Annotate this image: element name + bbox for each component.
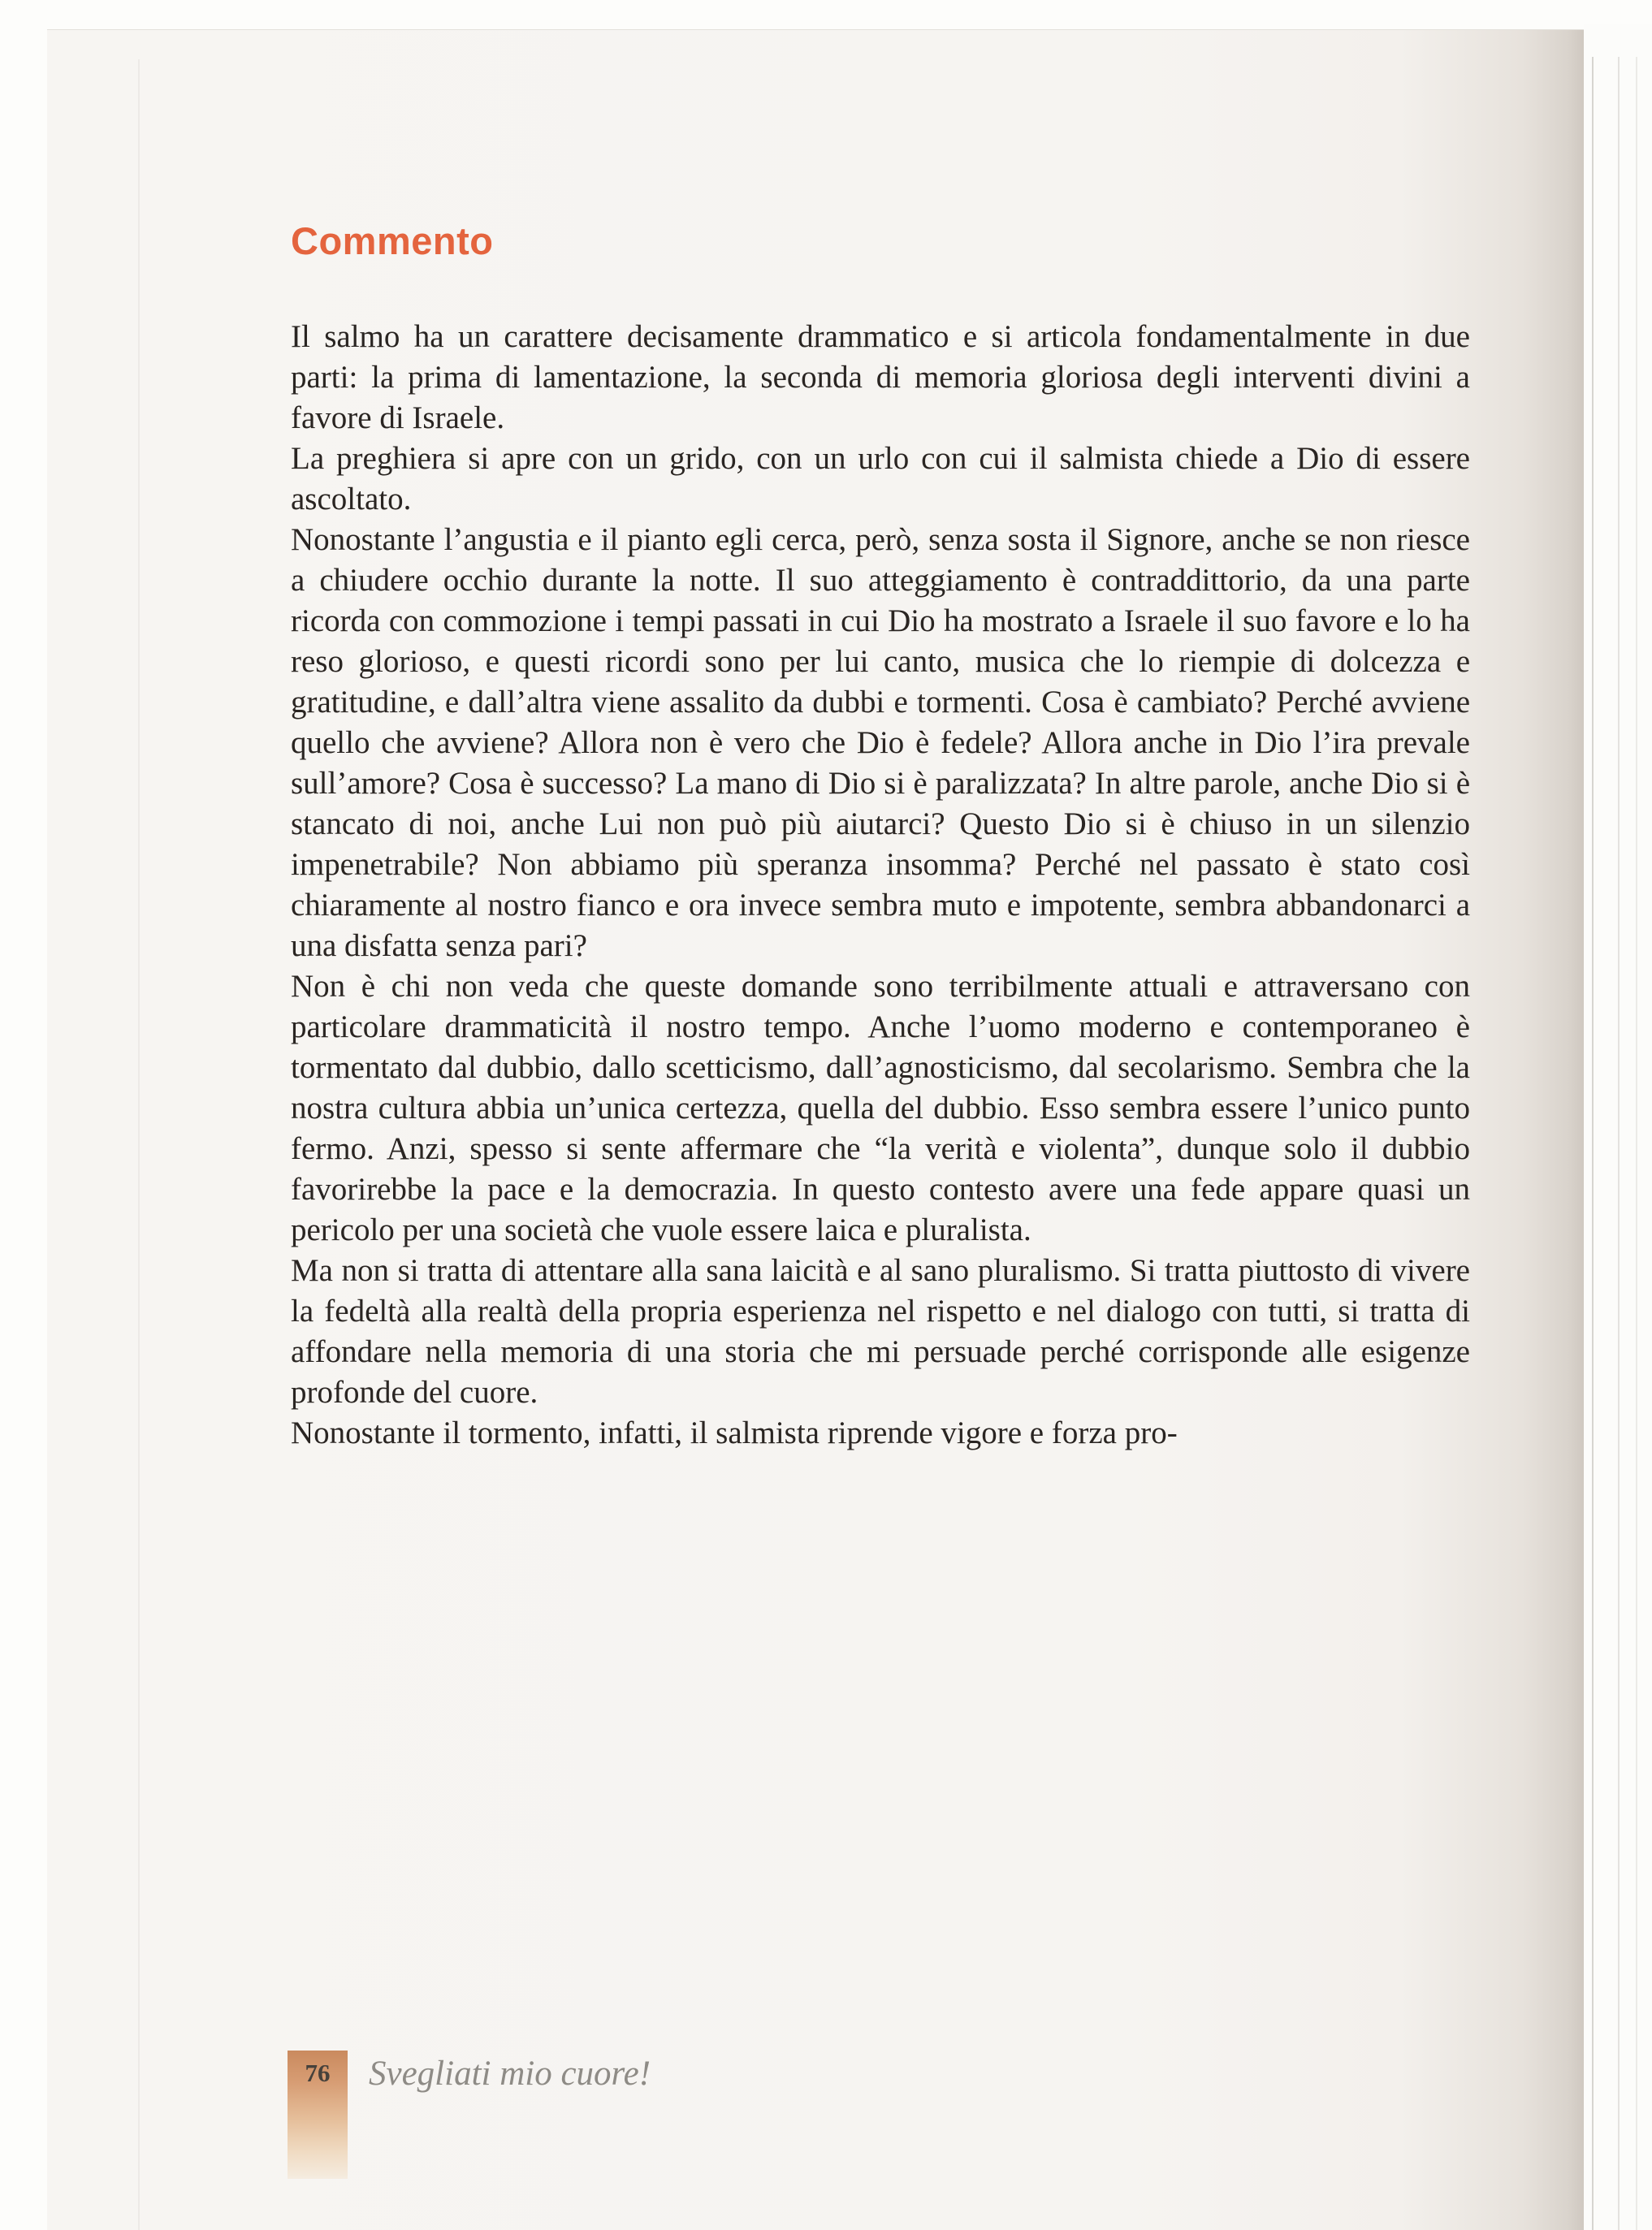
running-title: Svegliati mio cuore! (369, 2055, 651, 2093)
page-footer (288, 2051, 651, 2179)
section-heading: Commento (291, 219, 494, 262)
paragraph: Ma non si tratta di attentare alla sana laicità e al sano pluralismo. Si tratta piuttosto di vivere la fedeltà alla realtà della propria esperienza nel rispetto e nel dialogo con tutti, si tratta di affondare nella memoria di una storia che mi persuade perché corrisponde alle esigenze profonde del cuore. (291, 1253, 1470, 1410)
page-number: 76 (305, 2059, 331, 2087)
page-number-strip (288, 2051, 348, 2179)
paragraph: Il salmo ha un carattere decisamente drammatico e si articola fondamentalmente in due parti: la prima di lamentazione, la seconda di memoria gloriosa degli interventi divini a favore di Israele. (291, 319, 1470, 435)
body-text (291, 317, 1470, 1454)
page-content (291, 218, 1470, 1454)
paragraph: Non è chi non veda che queste domande sono terribilmente attuali e attraversano con particolare drammaticità il nostro tempo. Anche l’uomo moderno e contemporaneo è tormentato dal dubbio, dallo scetticismo, dall’agnosticismo, dal secolarismo. Sembra che la nostra cultura abbia un’unica certezza, quella del dubbio. Esso sembra essere l’unico punto fermo. Anzi, spesso si sente affermare che “la verità e violenta”, dunque solo il dubbio favorirebbe la pace e la democrazia. In questo contesto avere una fede appare quasi un pericolo per una società che vuole essere laica e pluralista. (291, 969, 1470, 1247)
paragraph: Nonostante il tormento, infatti, il salmista riprende vigore e forza pro- (291, 1415, 1178, 1450)
paragraph: Nonostante l’angustia e il pianto egli cerca, però, senza sosta il Signore, anche se non riesce a chiudere occhio durante la notte. Il suo atteggiamento è contraddittorio, da una parte ricorda con commozione i tempi passati in cui Dio ha mostrato a Israele il suo favore e lo ha reso glorioso, e questi ricordi sono per lui canto, musica che lo riempie di dolcezza e gratitudine, e dall’altra viene assalito da dubbi e tormenti. Cosa è cambiato? Perché avviene quello che avviene? Allora non è vero che Dio è fedele? Allora anche in Dio l’ira prevale sull’amore? Cosa è successo? La mano di Dio si è paralizzata? In altre parole, anche Dio si è stancato di noi, anche Lui non può più aiutarci? Questo Dio si è chiuso in un silenzio impenetrabile? Non abbiamo più speranza insomma? Perché nel passato è stato così chiaramente al nostro fianco e ora invece sembra muto e impotente, sembra abbandonarci a una disfatta senza pari? (291, 522, 1470, 963)
paragraph: La preghiera si apre con un grido, con un urlo con cui il salmista chiede a Dio di essere ascoltato. (291, 441, 1470, 516)
page-left-edge (138, 59, 140, 2230)
page-edge-line (1618, 57, 1620, 2230)
page-edge-line (1636, 57, 1637, 2230)
page-edge-line (1592, 57, 1594, 2230)
book-page (47, 29, 1584, 2230)
book-page-stack-edge (1584, 24, 1652, 2230)
